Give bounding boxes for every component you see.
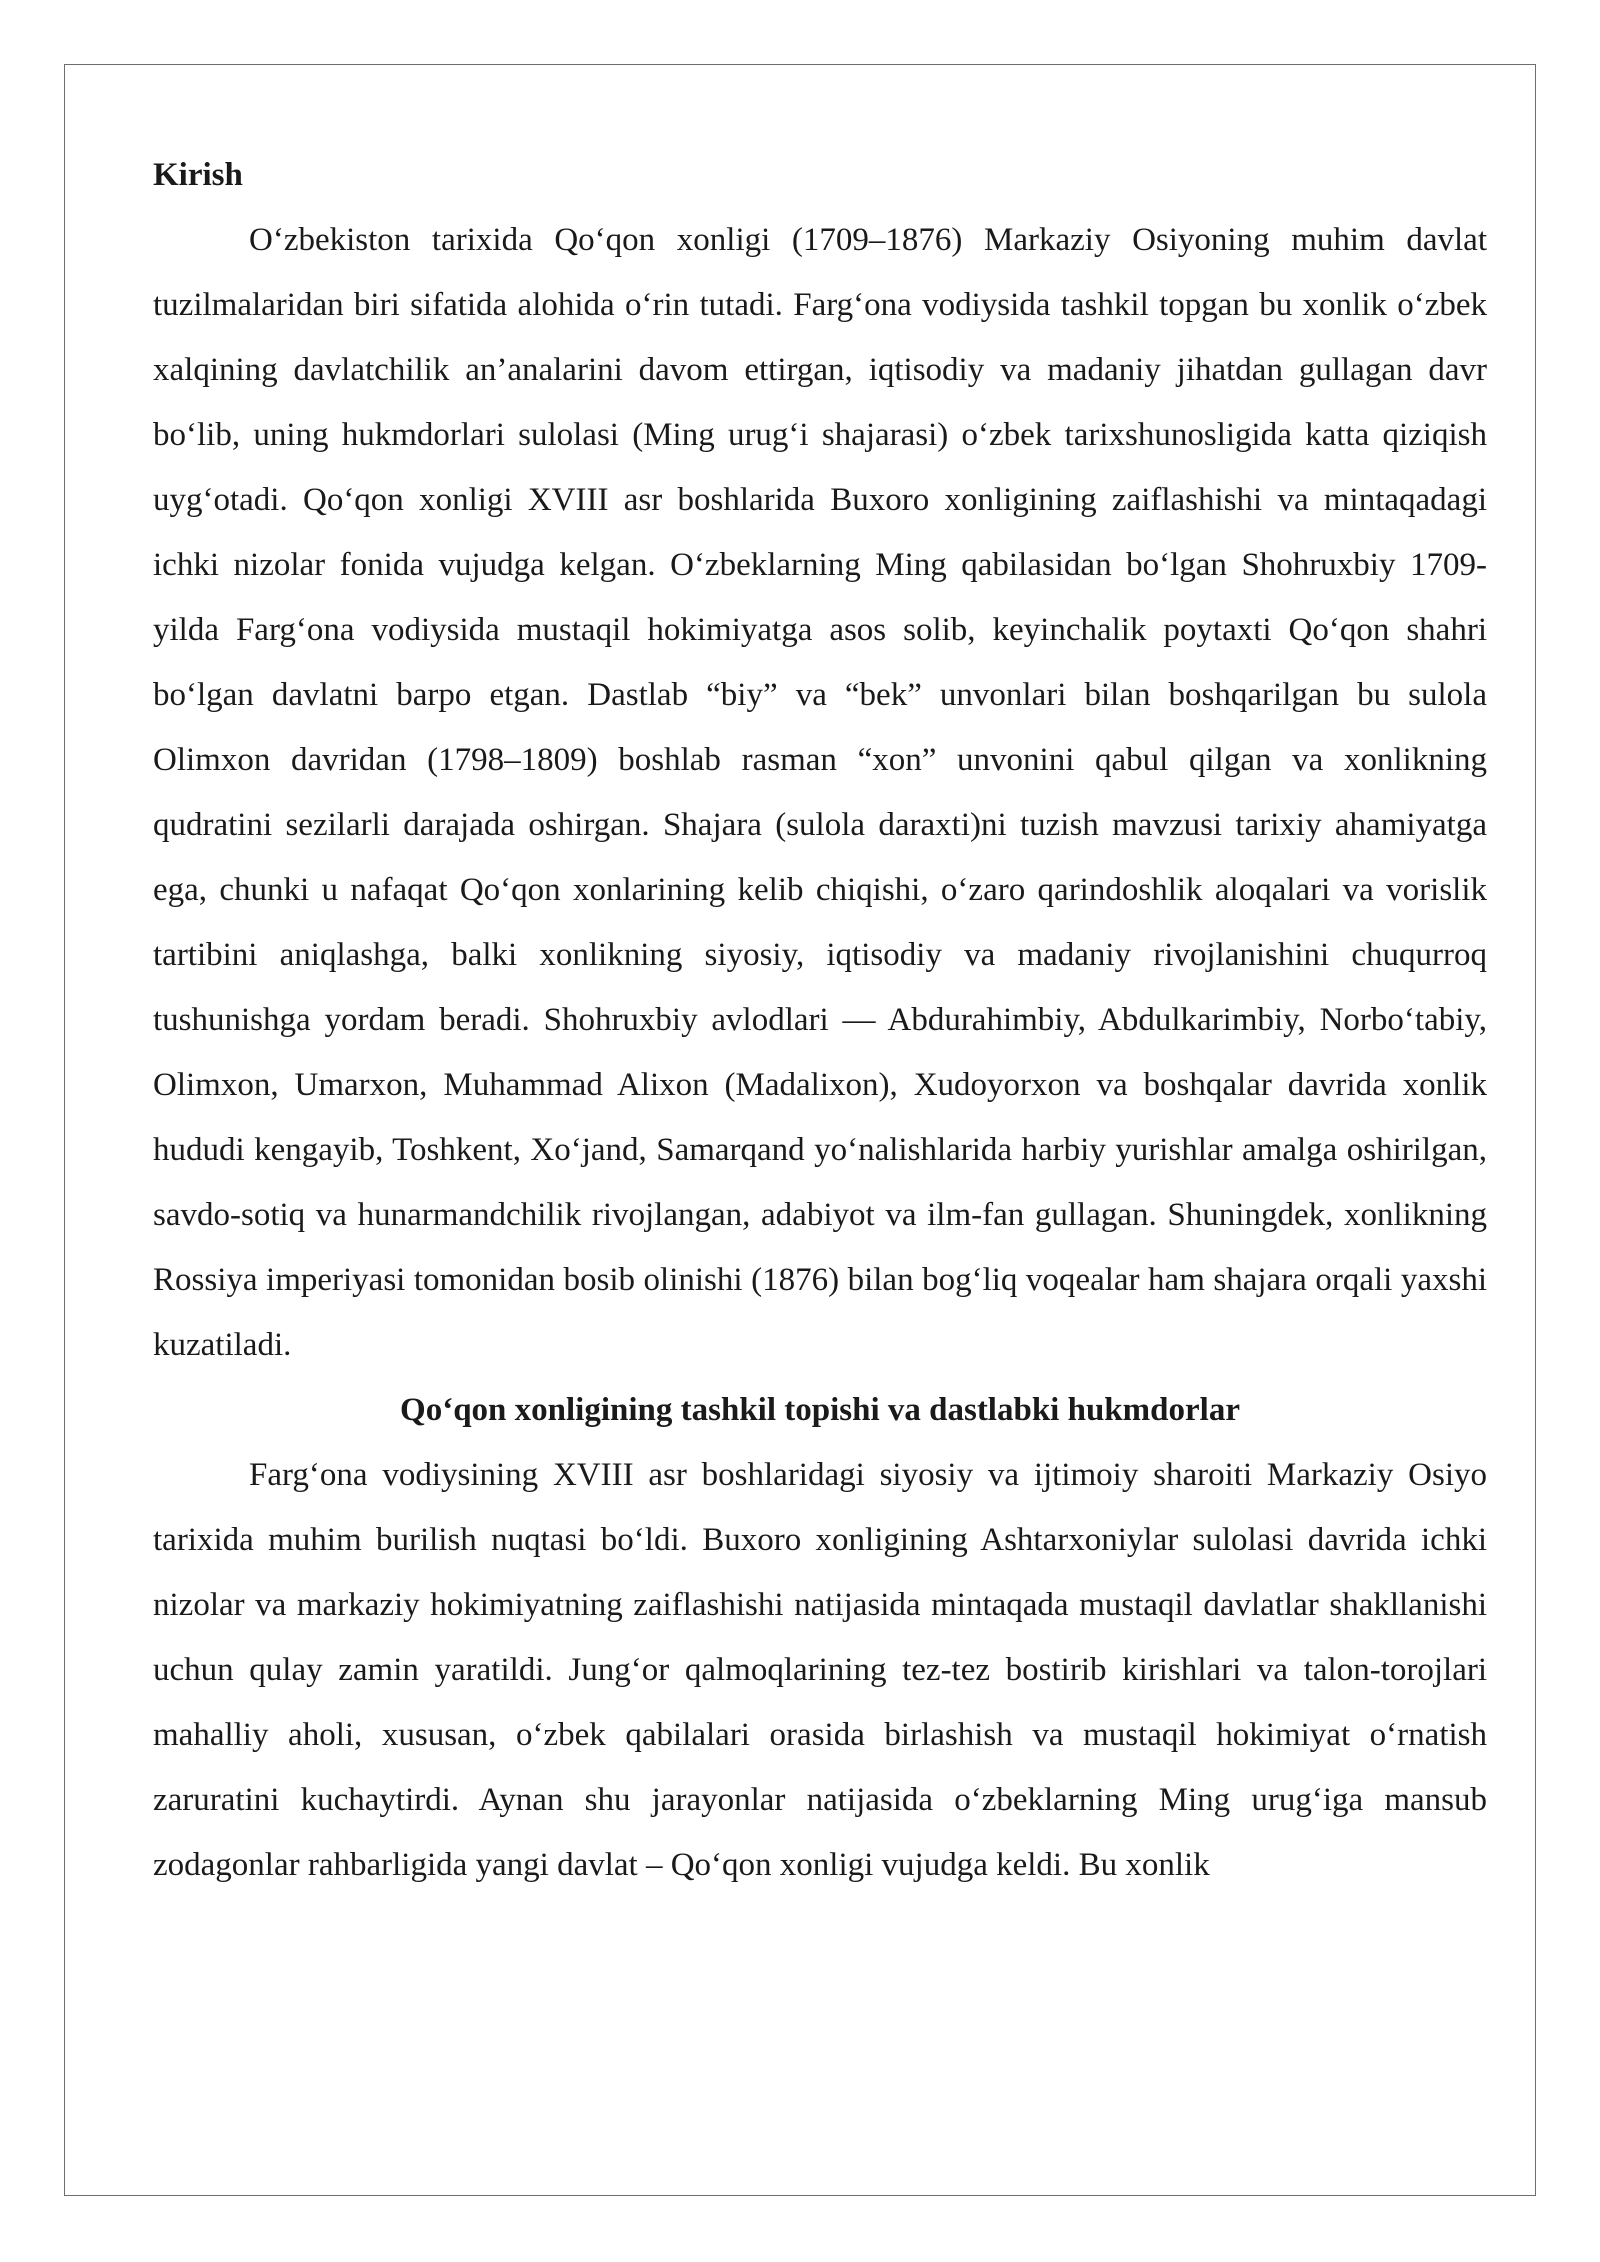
section-paragraph: Farg‘ona vodiysining XVIII asr boshlaridagi siyosiy va ijtimoiy sharoiti Markaziy Osiyo tarixida muhim burilish nuqtasi bo‘ldi. Buxoro xonligining Ashtarxoniylar sulolasi davrida ichki nizolar va markaziy hokimiyatning zaiflashishi natijasida mintaqada mustaqil davlatlar shakllanishi uchun qulay zamin yaratildi. Jung‘or qalmoqlarining tez-tez bostirib kirishlari va talon-torojlari mahalliy aholi, xususan, o‘zbek qabilalari orasida birlashish va mustaqil hokimiyat o‘rnatish zaruratini kuchaytirdi. Aynan shu jarayonlar natijasida o‘zbeklarning Ming urug‘iga mansub zodagonlar rahbarligida yangi davlat – Qo‘qon xonligi vujudga keldi. Bu xonlik: [153, 1457, 1487, 1883]
intro-heading: Kirish: [153, 157, 243, 193]
intro-paragraph: O‘zbekiston tarixida Qo‘qon xonligi (1709–1876) Markaziy Osiyoning muhim davlat tuzilmalaridan biri sifatida alohida o‘rin tutadi. Farg‘ona vodiysida tashkil topgan bu xonlik o‘zbek xalqining davlatchilik an’analarini davom ettirgan, iqtisodiy va madaniy jihatdan gullagan davr bo‘lib, uning hukmdorlari sulolasi (Ming urug‘i shajarasi) o‘zbek tarixshunosligida katta qiziqish uyg‘otadi. Qo‘qon xonligi XVIII asr boshlarida Buxoro xonligining zaiflashishi va mintaqadagi ichki nizolar fonida vujudga kelgan. O‘zbeklarning Ming qabilasidan bo‘lgan Shohruxbiy 1709-yilda Farg‘ona vodiysida mustaqil hokimiyatga asos solib, keyinchalik poytaxti Qo‘qon shahri bo‘lgan davlatni barpo etgan. Dastlab “biy” va “bek” unvonlari bilan boshqarilgan bu sulola Olimxon davridan (1798–1809) boshlab rasman “xon” unvonini qabul qilgan va xonlikning qudratini sezilarli darajada oshirgan. Shajara (sulola daraxti)ni tuzish mavzusi tarixiy ahamiyatga ega, chunki u nafaqat Qo‘qon xonlarining kelib chiqishi, o‘zaro qarindoshlik aloqalari va vorislik tartibini aniqlashga, balki xonlikning siyosiy, iqtisodiy va madaniy rivojlanishini chuqurroq tushunishga yordam beradi. Shohruxbiy avlodlari — Abdurahimbiy, Abdulkarimbiy, Norbo‘tabiy, Olimxon, Umarxon, Muhammad Alixon (Madalixon), Xudoyorxon va boshqalar davrida xonlik hududi kengayib, Toshkent, Xo‘jand, Samarqand yo‘nalishlarida harbiy yurishlar amalga oshirilgan, savdo-sotiq va hunarmandchilik rivojlangan, adabiyot va ilm-fan gullagan. Shuningdek, xonlikning Rossiya imperiyasi tomonidan bosib olinishi (1876) bilan bog‘liq voqealar ham shajara orqali yaxshi kuzatiladi.: [153, 222, 1487, 1363]
section-title: Qo‘qon xonligining tashkil topishi va dastlabki hukmdorlar: [400, 1392, 1240, 1428]
document-body: [153, 143, 1487, 1898]
